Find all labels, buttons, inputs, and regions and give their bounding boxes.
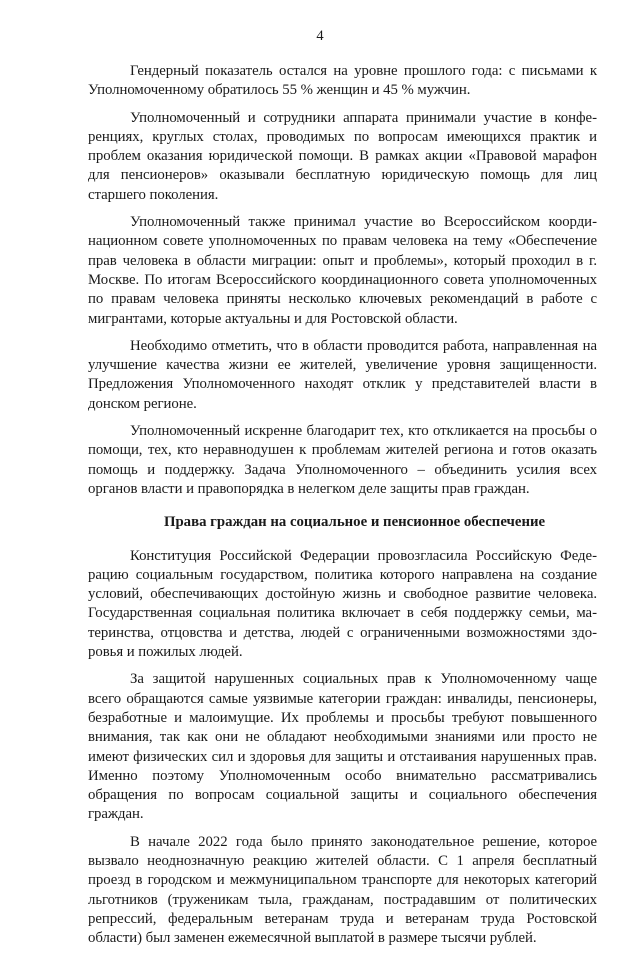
section-heading: Права граждан на социальное и пенсионное обеспечение: [163, 514, 546, 531]
page-number: 4: [316, 28, 324, 44]
paragraph-quality-of-life: Необходимо отметить, что в области проводится работа, направленная на улучшение качества жизни ее жителей, увеличение уровня защищенности. Предложения Уполномоченного находят отклик у представителей власти в донском регионе.: [88, 337, 597, 412]
paragraph-vulnerable-groups: За защитой нарушенных социальных прав к Уполномоченному чаще всего обращаются самые уязвимые категории граждан: инвалиды, пенсионеры, безработные и малоимущие. Их проблемы и просьбы требуют повышенного внимания, так как они не обладают необходимыми знаниями или просто не имеют физических сил и здоровья для защиты и отстаивания нарушенных прав. Именно поэтому Уполномоченным особо внимательно рассматривались обращения по вопросам социальной защиты и социального обеспечения граждан.: [88, 671, 597, 823]
paragraph-gender-statistics: Гендерный показатель остался на уровне прошлого года: с письмами к Уполномоченному обратилось 55 % женщин и 45 % мужчин.: [88, 63, 597, 99]
paragraph-constitution: Конституция Российской Федерации провозгласила Российскую Федерацию социальным государством, политика которого направлена на создание условий, обеспечивающих достойную жизнь и свободное развитие человека. Государственная социальная политика включает в себя поддержку семьи, материнства, отцовства и детства, людей с ограниченными возможностями здоровья и пожилых людей.: [88, 547, 597, 661]
paragraph-coordination-council: Уполномоченный также принимал участие во Всероссийском координационном совете уполномоченных по правам человека на тему «Обеспечение прав человека в области миграции: опыт и проблемы», который проходил в г. Москве. По итогам Всероссийского координационного совета уполномоченных по правам человека приняты несколько ключевых рекомендаций в работе с мигрантами, которые актуальны и для Ростовской области.: [88, 214, 597, 327]
document-body: [88, 62, 597, 956]
paragraph-transport-benefit: В начале 2022 года было принято законодательное решение, которое вызвало неоднозначную реакцию жителей области. С 1 апреля бесплатный проезд в городском и межмуниципальном транспорте для некоторых категорий льготников (труженикам тыла, гражданам, пострадавшим от политических репрессий, федеральным ветеранам труда и ветеранам труда Ростовской области) был заменен ежемесячной выплатой в размере тысячи рублей.: [88, 833, 597, 947]
paragraph-legal-aid-events: Уполномоченный и сотрудники аппарата принимали участие в конференциях, круглых столах, проводимых по вопросам имеющихся практик и проблем оказания юридической помощи. В рамках акции «Правовой марафон для пенсионеров» оказывали бесплатную юридическую помощь для лиц старшего поколения.: [88, 109, 597, 203]
paragraph-gratitude: Уполномоченный искренне благодарит тех, кто откликается на просьбы о помощи, тех, кто неравнодушен к проблемам жителей региона и готов оказать помощь и поддержку. Задача Уполномоченного – объединить усилия всех органов власти и правопорядка в нелегком деле защиты прав граждан.: [88, 423, 597, 497]
